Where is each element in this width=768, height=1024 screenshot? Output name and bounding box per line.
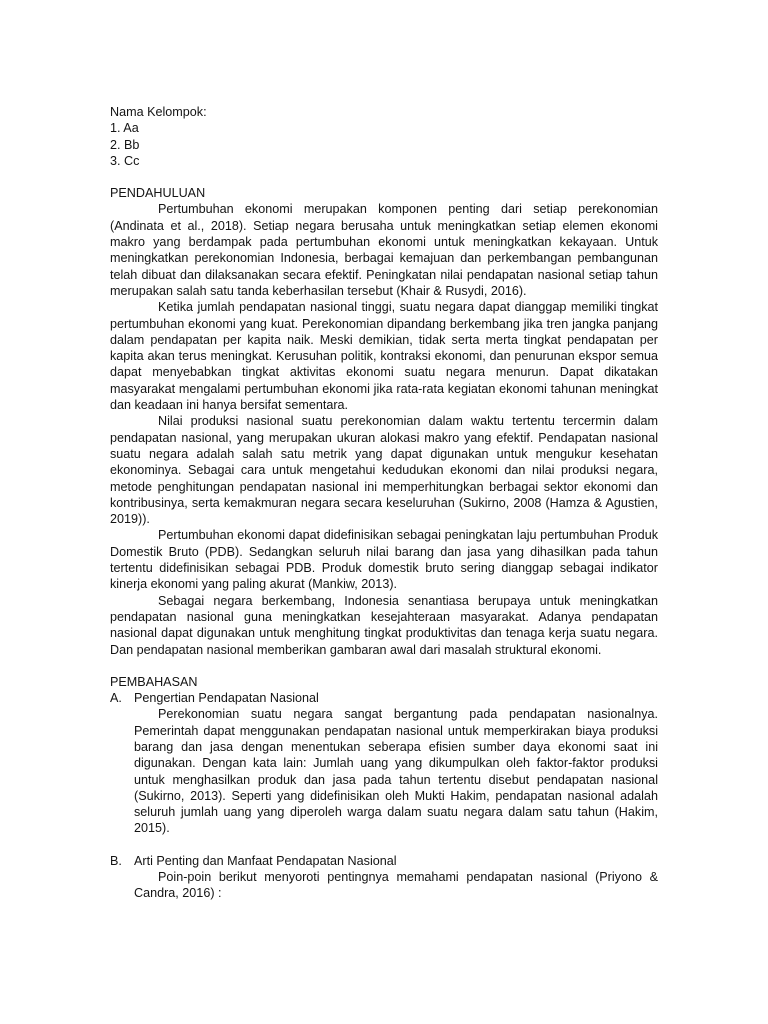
- intro-title: PENDAHULUAN: [110, 186, 206, 201]
- intro-paragraph: Sebagai negara berkembang, Indonesia senantiasa berupaya untuk meningkatkan pendapatan nasional guna meningkatkan kesejahteraan masyarakat. Adanya pendapatan nasional dapat digunakan untuk menghitung tingkat produktivitas dan tenaga kerja suatu negara. Dan pendapatan nasional memberikan gambaran awal dari masalah struktural ekonomi.: [110, 593, 658, 657]
- subsection-paragraph: Perekonomian suatu negara sangat bergantung pada pendapatan nasionalnya. Pemerintah dapat menggunakan pendapatan nasional untuk memperkirakan biaya produksi barang dan jasa dengan menentukan seberapa efisien sumber daya ekonomi saat ini digunakan. Dengan kata lain: Jumlah uang yang dikumpulkan oleh faktor-faktor produksi untuk menghasilkan produk dan jasa pada tahun tertentu disebut pendapatan nasional (Sukirno, 2013). Seperti yang didefinisikan oleh Mukti Hakim, pendapatan nasional adalah seluruh jumlah uang yang diperoleh warga dalam suatu negara dalam satu tahun (Hakim, 2015).: [134, 707, 658, 836]
- subsection-paragraph: Poin-poin berikut menyoroti pentingnya memahami pendapatan nasional (Priyono & Candra, 2016) :: [134, 870, 658, 901]
- subsection-heading: [110, 690, 658, 706]
- subsection-definition: [110, 690, 658, 837]
- subsection-marker: A.: [110, 691, 122, 706]
- discussion-section: [110, 674, 658, 902]
- group-heading: Nama Kelompok:: [110, 105, 207, 119]
- spacer: [110, 837, 658, 853]
- intro-paragraph: Ketika jumlah pendapatan nasional tinggi, suatu negara dapat dianggap memiliki tingkat pertumbuhan ekonomi yang kuat. Perekonomian dipandang berkembang jika tren jangka panjang dalam pendapatan per kapita naik. Meski demikian, tidak serta merta tingkat pendapatan per kapita akan terus meningkat. Kerusuhan politik, kontraksi ekonomi, dan penurunan ekspor semua dapat menyebabkan tingkat aktivitas ekonomi suatu negara menurun. Dapat dikatakan masyarakat mengalami pertumbuhan ekonomi jika rata-rata kegiatan ekonomi tahunan meningkat dan keadaan ini hanya bersifat sementara.: [110, 300, 658, 413]
- group-info: [110, 104, 658, 169]
- intro-section: [110, 185, 658, 658]
- subsection-title: Pengertian Pendapatan Nasional: [134, 691, 319, 706]
- subsection-title: Arti Penting dan Manfaat Pendapatan Nasional: [134, 853, 397, 868]
- intro-paragraph: Pertumbuhan ekonomi merupakan komponen penting dari setiap perekonomian (Andinata et al., 2018). Setiap negara berusaha untuk meningkatkan setiap elemen ekonomi makro yang berdampak pada pertumbuhan ekonomi untuk meningkatkan kekayaan. Untuk meningkatkan perekonomian Indonesia, berbagai kemajuan dan perkembangan pembangunan telah dibuat dan dilaksanakan secara efektif. Peningkatan nilai pendapatan nasional setiap tahun merupakan salah satu tanda keberhasilan tersebut (Khair & Rusydi, 2016).: [110, 202, 658, 298]
- discussion-title: PEMBAHASAN: [110, 674, 198, 689]
- intro-paragraph: Nilai produksi nasional suatu perekonomian dalam waktu tertentu tercermin dalam pendapatan nasional, yang merupakan ukuran alokasi makro yang efektif. Pendapatan nasional suatu negara adalah salah satu metrik yang dapat digunakan untuk mengukur kesehatan ekonominya. Sebagai cara untuk mengetahui kedudukan ekonomi dan nilai produksi negara, metode penghitungan pendapatan nasional ini memperhitungkan berbagai sektor ekonomi dan kontribusinya, serta kemakmuran negara secara keseluruhan (Sukirno, 2008 (Hamza & Agustien, 2019)).: [110, 414, 658, 527]
- subsection-marker: B.: [110, 853, 122, 868]
- group-member: 2. Bb: [110, 137, 140, 152]
- subsection-importance: [110, 853, 658, 902]
- group-member: 1. Aa: [110, 121, 139, 136]
- intro-paragraph: Pertumbuhan ekonomi dapat didefinisikan sebagai peningkatan laju pertumbuhan Produk Domestik Bruto (PDB). Sedangkan seluruh nilai barang dan jasa yang dihasilkan pada tahun tertentu didefinisikan sebagai PDB. Produk domestik bruto sering dianggap sebagai indikator kinerja ekonomi yang paling akurat (Mankiw, 2013).: [110, 528, 658, 592]
- group-member: 3. Cc: [110, 153, 140, 168]
- subsection-heading: [110, 853, 658, 869]
